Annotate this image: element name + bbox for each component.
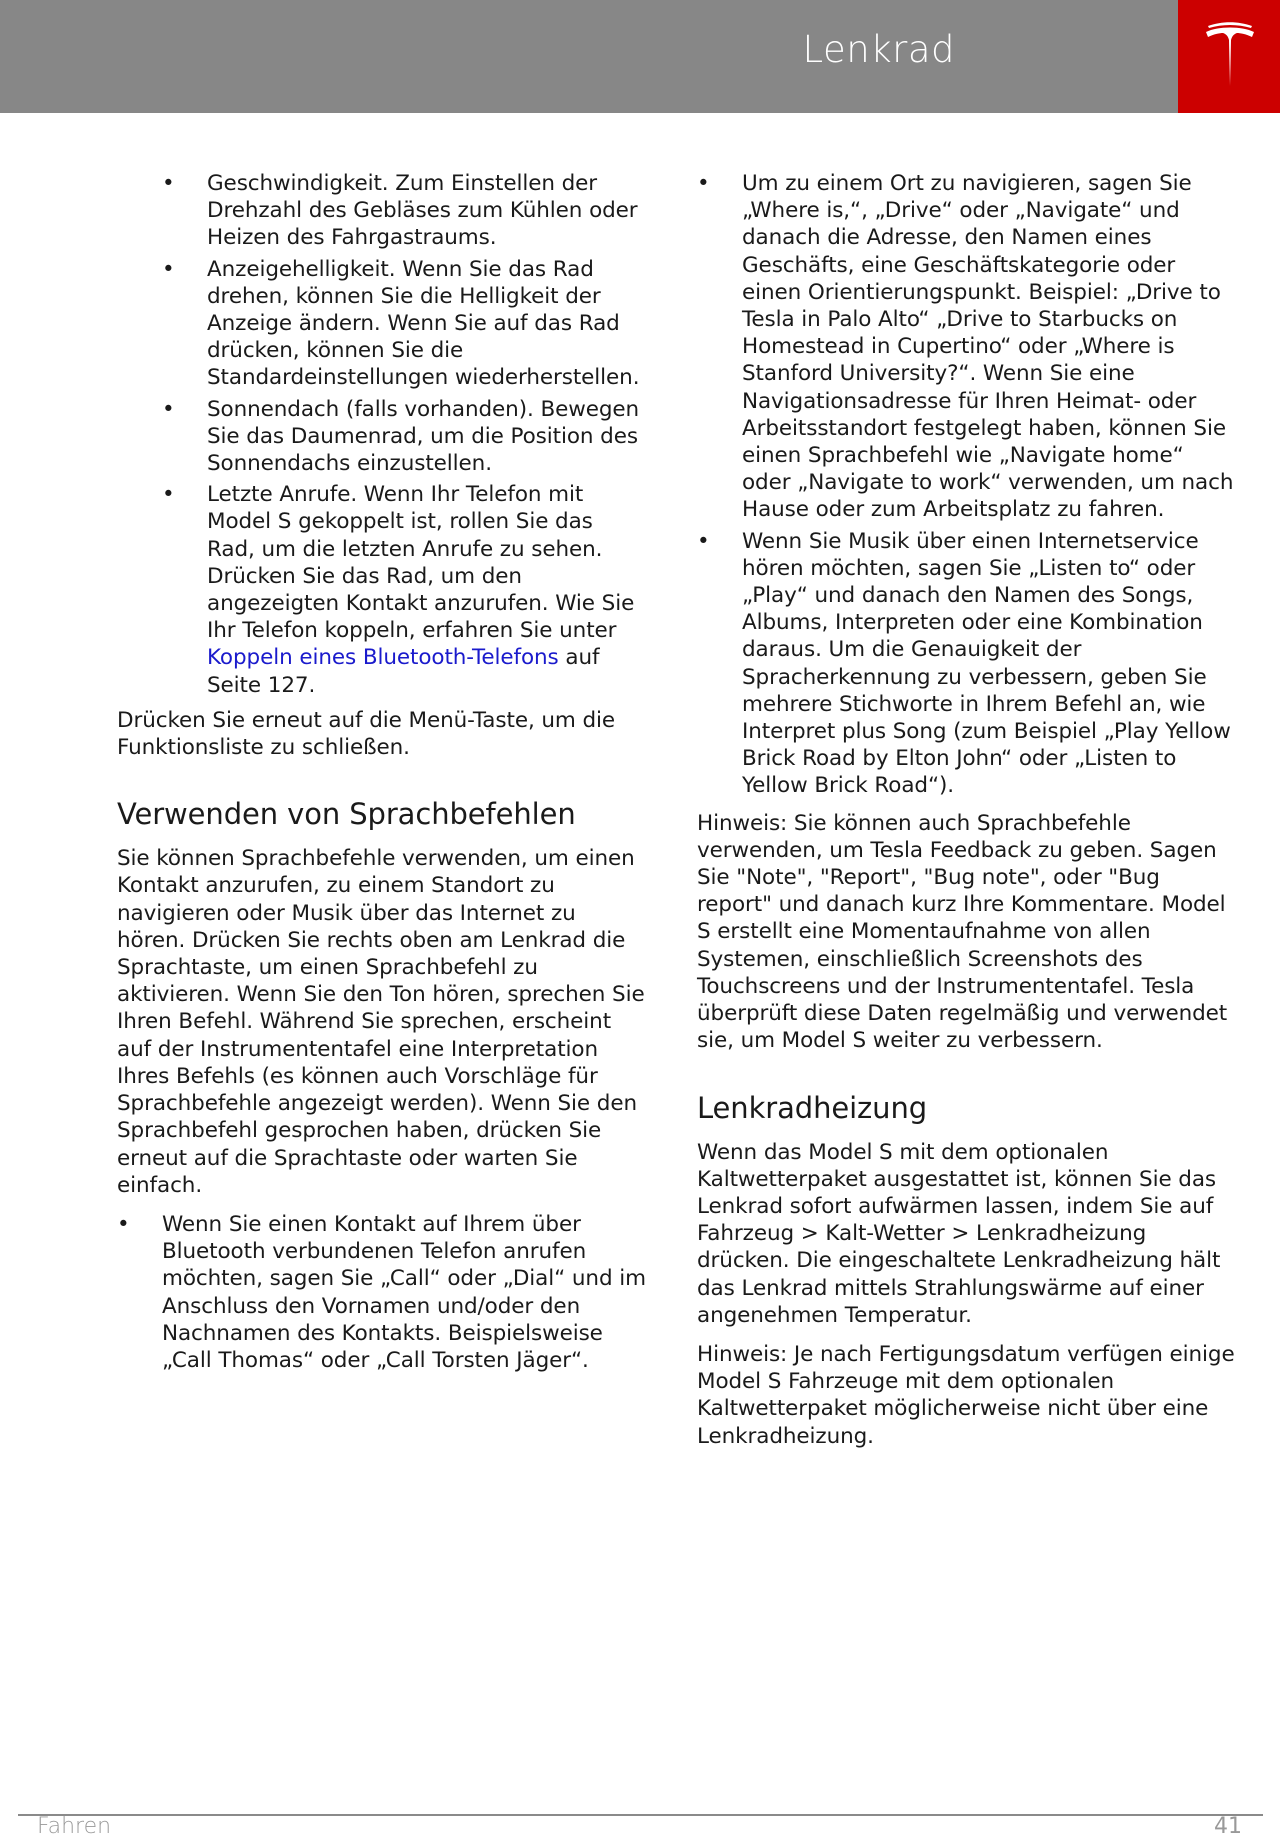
steering-heating-paragraph: Wenn das Model S mit dem optionalen Kaltwetterpaket ausgestattet ist, können Sie das Lenkrad sofort aufwärmen lassen, indem Sie auf Fahrzeug > Kalt-Wetter > Lenkradheizung drücken. Die eingeschaltete Lenkradheizung hält das Lenkrad mittels Strahlungswärme auf einer angenehmen Temperatur.	[697, 1139, 1221, 1328]
section-heading-voice-commands: Verwenden von Sprachbefehlen	[117, 797, 576, 832]
bullet-icon: •	[162, 482, 175, 508]
footer-section-name: Fahren	[37, 1814, 112, 1839]
list-item-text: Wenn Sie einen Kontakt auf Ihrem über Bluetooth verbundenen Telefon anrufen möchten, sagen Sie „Call“ oder „Dial“ und im Anschluss den Vornamen und/oder den Nachnamen des Kontakts. Beispielsweise „Call Thomas“ oder „Call Torsten Jäger“.	[162, 1211, 646, 1373]
list-item-text: auf Seite 127.	[207, 645, 600, 698]
bullet-icon: •	[697, 528, 710, 554]
feature-list	[117, 170, 647, 699]
bullet-icon: •	[697, 171, 710, 196]
bullet-icon: •	[162, 396, 175, 422]
footer-divider	[18, 1814, 1263, 1816]
page-title: Lenkrad	[802, 28, 955, 71]
left-column	[117, 170, 647, 1378]
section-heading-steering-heating: Lenkradheizung	[697, 1090, 928, 1125]
bullet-icon: •	[117, 1211, 130, 1237]
bullet-icon: •	[162, 256, 175, 282]
voice-commands-paragraph: Sie können Sprachbefehle verwenden, um einen Kontakt anzurufen, zu einem Standort zu navigieren oder Musik über das Internet zu hören. Drücken Sie rechts oben am Lenkrad die Sprachtaste, um einen Sprachbefehl zu aktivieren. Wenn Sie den Ton hören, sprechen Sie Ihren Befehl. Während Sie sprechen, erscheint auf der Instrumententafel eine Interpretation Ihres Befehls (es können auch Vorschläge für Sprachbefehle angezeigt werden). Wenn Sie den Sprachbefehl gesprochen haben, drücken Sie erneut auf die Sprachtaste oder warten Sie einfach.	[117, 846, 645, 1198]
list-item-text: Geschwindigkeit. Zum Einstellen der Drehzahl des Gebläses zum Kühlen oder Heizen des Fahrgastraums.	[207, 171, 638, 251]
list-item-text: Wenn Sie Musik über einen Internetservice hören möchten, sagen Sie „Listen to“ oder „Play“ und danach den Namen des Songs, Albums, Interpreten oder eine Kombination daraus. Um die Genauigkeit der Spracherkennung zu verbessern, geben Sie mehrere Stichworte in Ihrem Befehl an, wie Interpret plus Song (zum Beispiel „Play Yellow Brick Road by Elton John“ oder „Listen to Yellow Brick Road“).	[742, 528, 1231, 799]
list-item-text: Anzeigehelligkeit. Wenn Sie das Rad drehen, können Sie die Helligkeit der Anzeige ändern. Wenn Sie auf das Rad drücken, können Sie die Standardeinstellungen wiederherstellen.	[207, 256, 640, 391]
list-item	[697, 528, 1237, 800]
tesla-logo-icon	[1204, 22, 1256, 88]
bullet-icon: •	[162, 171, 175, 196]
bluetooth-pairing-link[interactable]: Koppeln eines Bluetooth-Telefons	[207, 645, 559, 671]
right-column	[697, 170, 1237, 1462]
list-item-text: Um zu einem Ort zu navigieren, sagen Sie „Where is,“, „Drive“ oder „Navigate“ und danach die Adresse, den Namen eines Geschäfts, eine Geschäftskategorie oder einen Orientierungspunkt. Beispiel: „Drive to Tesla in Palo Alto“ „Drive to Starbucks on Homestead in Cupertino“ oder „Where is Stanford University?“. Wenn Sie eine Navigationsadresse für Ihren Heimat- oder Arbeitsstandort festgelegt haben, können Sie einen Sprachbefehl wie „Navigate home“ oder „Navigate to work“ verwenden, um nach Hause oder zum Arbeitsplatz zu fahren.	[742, 171, 1234, 523]
close-menu-paragraph: Drücken Sie erneut auf die Menü-Taste, um die Funktionsliste zu schließen.	[117, 707, 616, 761]
steering-heating-note: Hinweis: Je nach Fertigungsdatum verfügen einige Model S Fahrzeuge mit dem optionalen Kaltwetterpaket möglicherweise nicht über eine Lenkradheizung.	[697, 1341, 1235, 1449]
list-item	[117, 481, 647, 699]
voice-command-list	[117, 1211, 647, 1374]
footer-page-number: 41	[1214, 1814, 1242, 1839]
list-item	[117, 170, 647, 252]
list-item-text: Letzte Anrufe. Wenn Ihr Telefon mit Model S gekoppelt ist, rollen Sie das Rad, um die letzten Anrufe zu sehen. Drücken Sie das Rad, um den angezeigten Kontakt anzurufen. Wie Sie Ihr Telefon koppeln, erfahren Sie unter	[207, 482, 635, 644]
list-item	[117, 1211, 647, 1374]
list-item-text: Sonnendach (falls vorhanden). Bewegen Sie das Daumenrad, um die Position des Sonnendachs einzustellen.	[207, 396, 640, 477]
page-header	[0, 0, 1280, 113]
list-item	[117, 256, 647, 392]
voice-command-list-continued	[697, 170, 1237, 800]
list-item	[697, 170, 1237, 524]
feedback-note: Hinweis: Sie können auch Sprachbefehle verwenden, um Tesla Feedback zu geben. Sagen Sie "Note", "Report", "Bug note", oder "Bug report" und danach kurz Ihre Kommentare. Model S erstellt eine Momentaufnahme von allen Systemen, einschließlich Screenshots des Touchscreens und der Instrumententafel. Tesla überprüft diese Daten regelmäßig und verwendet sie, um Model S weiter zu verbessern.	[697, 810, 1228, 1054]
list-item	[117, 396, 647, 478]
logo-box	[1178, 0, 1280, 113]
